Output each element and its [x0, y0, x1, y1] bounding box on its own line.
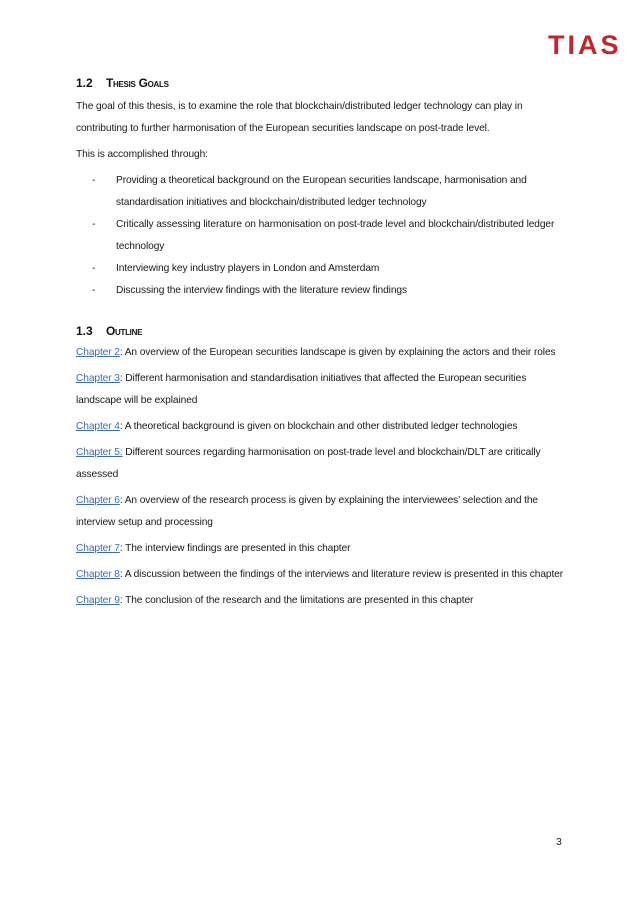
outline-item-chapter-8: Chapter 8: A discussion between the findings of the interviews and literature review is presented in this chapter [76, 569, 564, 580]
goals-bullet-list [76, 170, 566, 302]
chapter-7-link[interactable]: Chapter 7 [76, 543, 120, 554]
page-content [76, 76, 566, 612]
section-number: 1.2 [76, 76, 93, 90]
tias-logo: TIAS [548, 30, 622, 60]
outline-item-chapter-4: Chapter 4: A theoretical background is given on blockchain and other distributed ledger technologies [76, 421, 518, 432]
chapter-8-link[interactable]: Chapter 8 [76, 569, 120, 580]
goals-paragraph: The goal of this thesis, is to examine the role that blockchain/distributed ledger technology can play in contributing to further harmonisation of the European securities landscape on post-trade level. [76, 101, 523, 134]
list-item: - Critically assessing literature on harmonisation on post-trade level and blockchain/distributed ledger technology [92, 219, 555, 252]
chapter-3-link[interactable]: Chapter 3 [76, 373, 120, 384]
outline-item-chapter-3: Chapter 3: Different harmonisation and standardisation initiatives that affected the European securities landscape will be explained [76, 373, 527, 406]
chapter-9-link[interactable]: Chapter 9 [76, 595, 120, 606]
outline-item-chapter-9: Chapter 9: The conclusion of the research and the limitations are presented in this chapter [76, 595, 474, 606]
outline-item-chapter-7: Chapter 7: The interview findings are presented in this chapter [76, 543, 351, 554]
section-number: 1.3 [76, 324, 93, 338]
list-item: - Interviewing key industry players in London and Amsterdam [92, 263, 380, 274]
chapter-6-link[interactable]: Chapter 6 [76, 495, 120, 506]
outline-item-chapter-5: Chapter 5: Different sources regarding harmonisation on post-trade level and blockchain/DLT are critically assessed [76, 447, 541, 480]
section-heading-thesis-goals [76, 76, 566, 90]
goals-intro: This is accomplished through: [76, 149, 208, 160]
chapter-5-link[interactable]: Chapter 5: [76, 447, 123, 458]
outline-item-chapter-2: Chapter 2: An overview of the European securities landscape is given by explaining the actors and their roles [76, 347, 556, 358]
chapter-2-link[interactable]: Chapter 2 [76, 347, 120, 358]
page-number: 3 [556, 836, 562, 848]
chapter-4-link[interactable]: Chapter 4 [76, 421, 120, 432]
list-item: - Discussing the interview findings with the literature review findings [92, 285, 407, 296]
outline-item-chapter-6: Chapter 6: An overview of the research process is given by explaining the interviewees’ selection and the interview setup and processing [76, 495, 538, 528]
section-heading-outline [76, 324, 566, 338]
list-item: - Providing a theoretical background on the European securities landscape, harmonisation and standardisation initiatives and blockchain/distributed ledger technology [92, 175, 527, 208]
section-title: Outline [106, 324, 143, 338]
section-title: Thesis Goals [106, 76, 169, 90]
